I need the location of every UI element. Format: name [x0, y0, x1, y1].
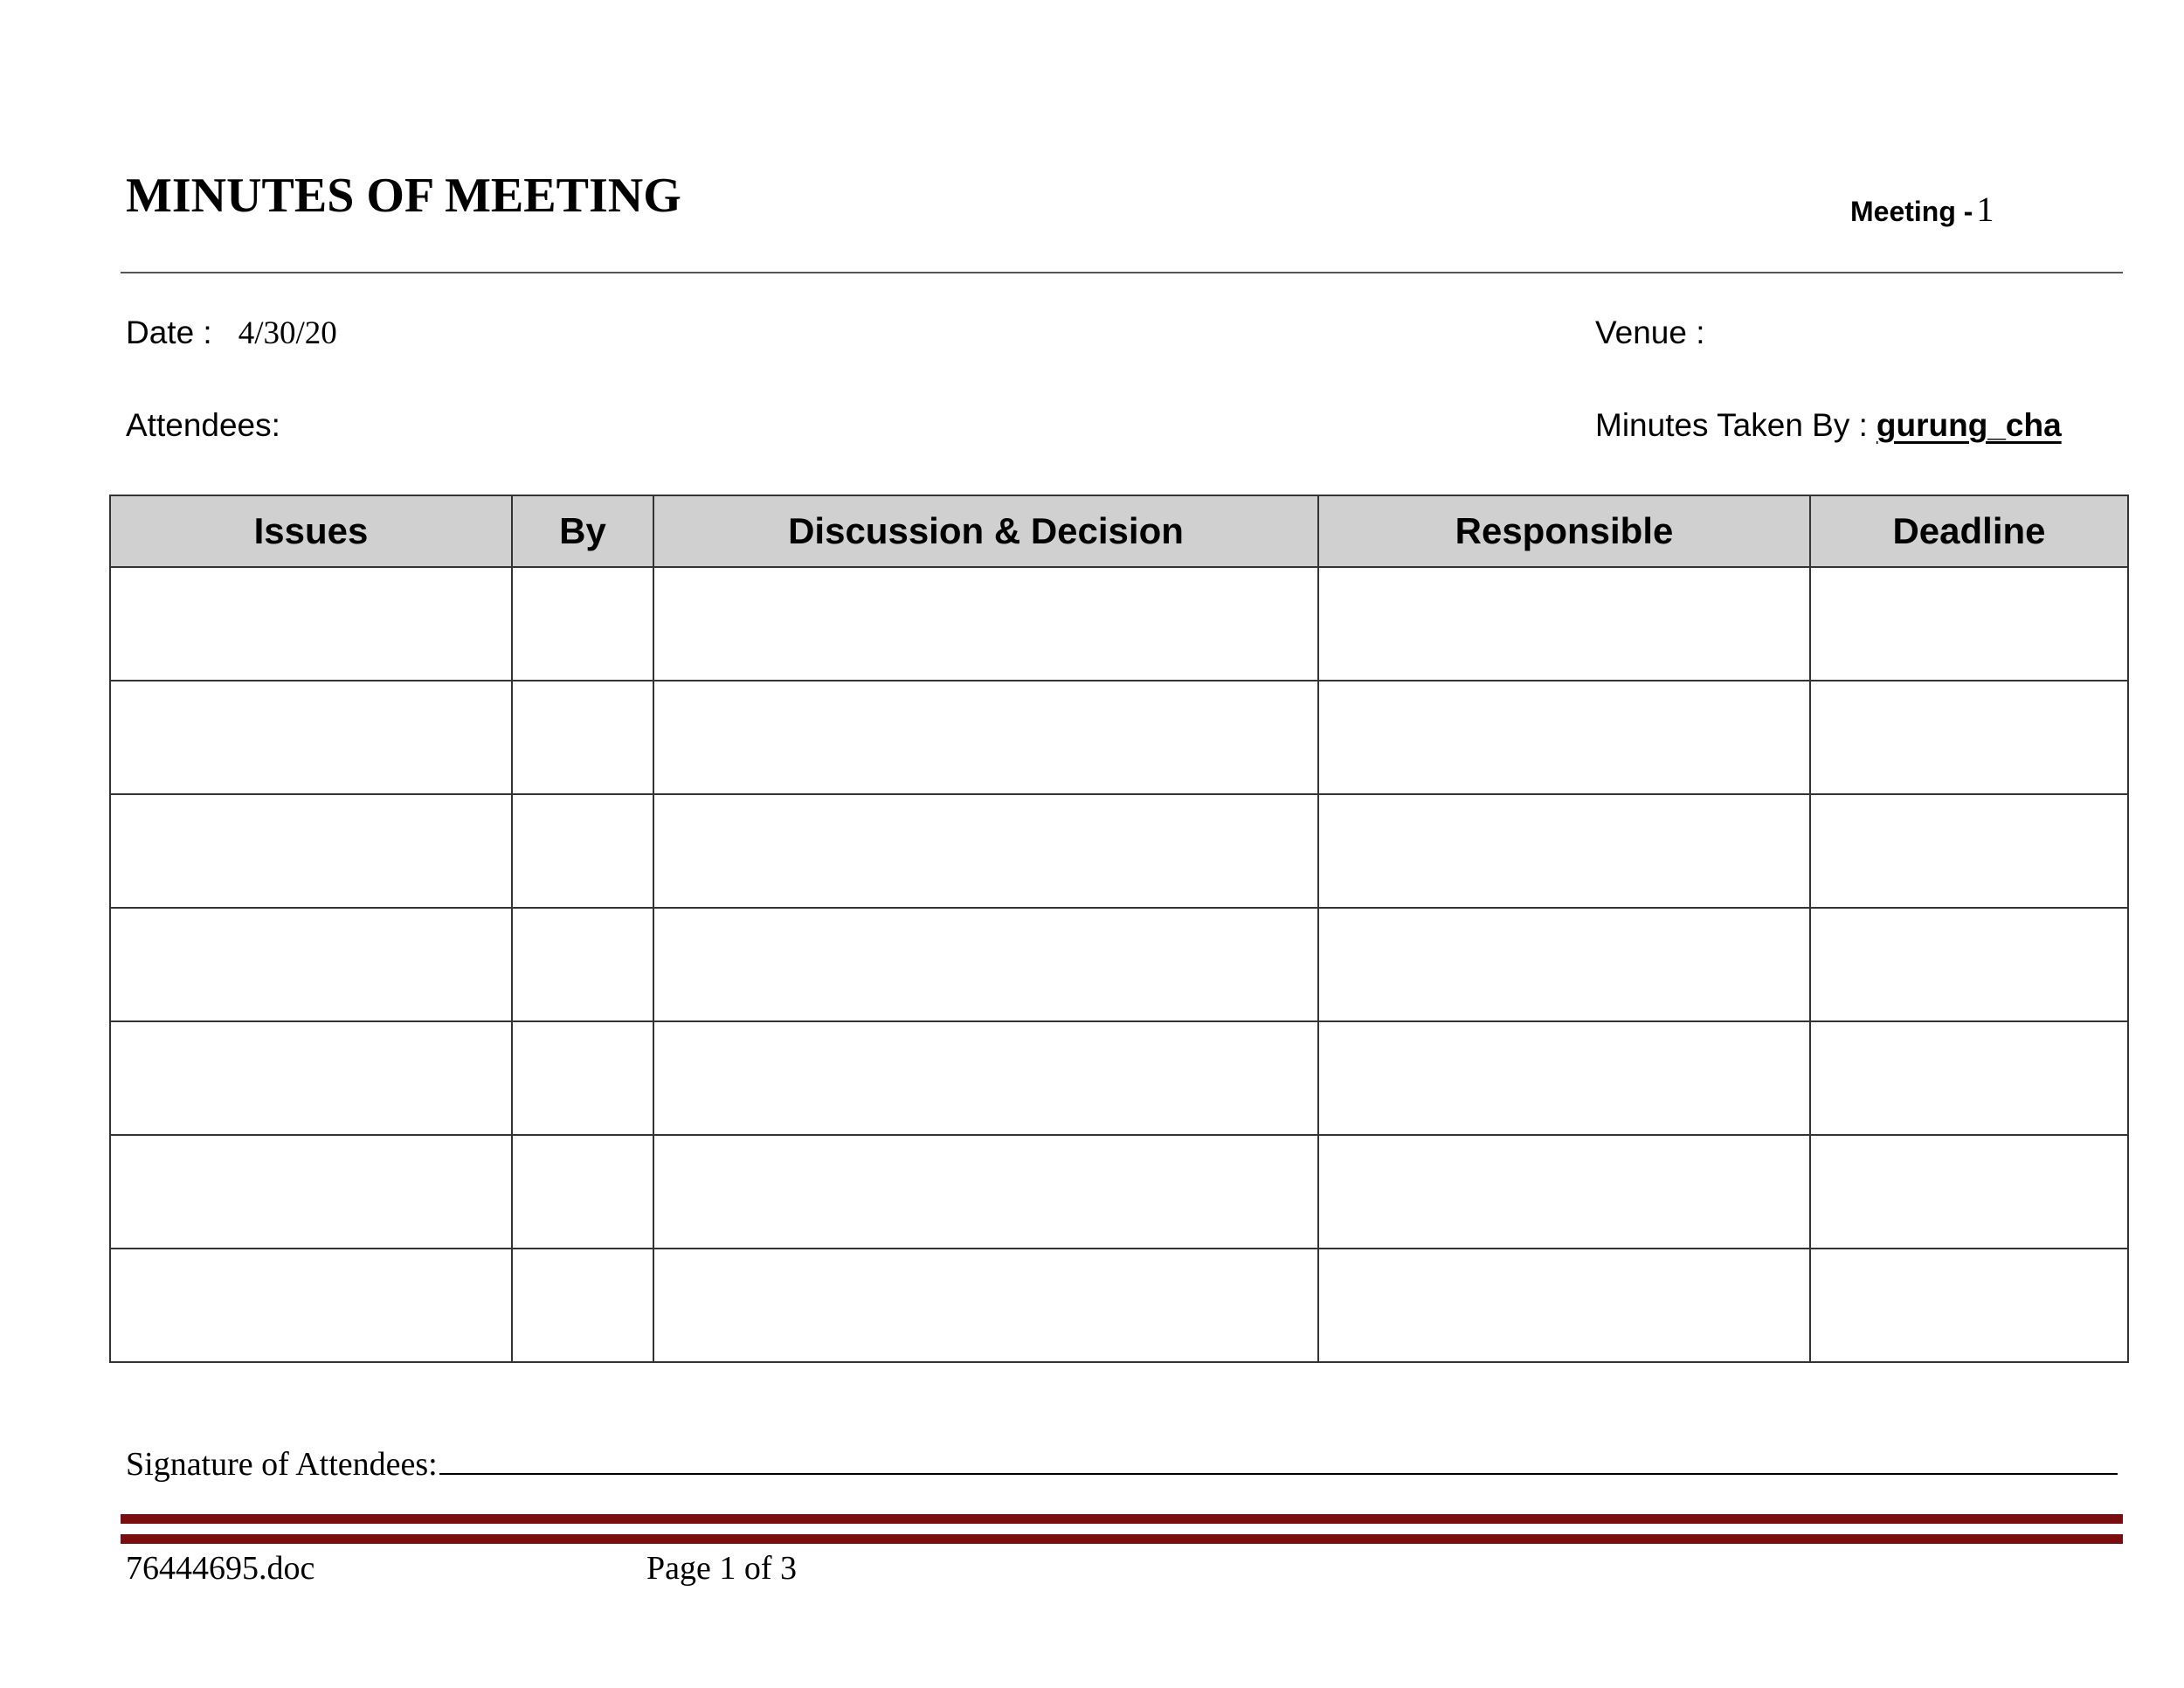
table-cell-discussion-decision[interactable]	[653, 1249, 1318, 1362]
date-value: 4/30/20	[238, 315, 337, 351]
table-cell-deadline[interactable]	[1810, 794, 2128, 908]
meeting-label: Meeting -	[1850, 196, 1973, 227]
table-cell-by[interactable]	[512, 794, 653, 908]
table-cell-deadline[interactable]	[1810, 908, 2128, 1021]
table-cell-deadline[interactable]	[1810, 1249, 2128, 1362]
table-header-row	[110, 495, 2128, 567]
table-cell-issues[interactable]	[110, 794, 512, 908]
column-header-by: By	[512, 495, 653, 567]
minutes-taken-by-label: Minutes Taken By :	[1595, 407, 1868, 443]
signature-section	[126, 1442, 2118, 1481]
column-header-issues: Issues	[110, 495, 512, 567]
document-title: MINUTES OF MEETING	[126, 169, 681, 223]
table-cell-responsible[interactable]	[1318, 567, 1810, 681]
minutes-table	[109, 495, 2129, 1363]
table-cell-by[interactable]	[512, 567, 653, 681]
header-divider	[121, 272, 2123, 273]
table-row	[110, 908, 2128, 1021]
table-cell-by[interactable]	[512, 908, 653, 1021]
table-cell-deadline[interactable]	[1810, 567, 2128, 681]
table-row	[110, 1249, 2128, 1362]
signature-line[interactable]	[439, 1442, 2118, 1475]
table-cell-by[interactable]	[512, 1135, 653, 1249]
table-row	[110, 1021, 2128, 1135]
column-header-discussion-decision: Discussion & Decision	[653, 495, 1318, 567]
signature-label: Signature of Attendees:	[126, 1446, 438, 1483]
table-cell-responsible[interactable]	[1318, 908, 1810, 1021]
meeting-number	[1850, 192, 1994, 227]
table-cell-deadline[interactable]	[1810, 1135, 2128, 1249]
footer-bar-top	[121, 1514, 2123, 1524]
table-cell-deadline[interactable]	[1810, 681, 2128, 794]
table-cell-discussion-decision[interactable]	[653, 794, 1318, 908]
table-cell-by[interactable]	[512, 1021, 653, 1135]
table-cell-responsible[interactable]	[1318, 1021, 1810, 1135]
date-field	[126, 316, 337, 349]
table-cell-issues[interactable]	[110, 567, 512, 681]
date-label: Date :	[126, 315, 212, 350]
footer-bar-bottom	[121, 1534, 2123, 1544]
footer-page-number: Page 1 of 3	[646, 1550, 798, 1587]
table-row	[110, 681, 2128, 794]
table-cell-by[interactable]	[512, 1249, 653, 1362]
table-cell-discussion-decision[interactable]	[653, 908, 1318, 1021]
footer-file-name: 76444695.doc	[126, 1550, 315, 1587]
minutes-taken-by-value: gurung_cha	[1876, 407, 2062, 443]
table-cell-responsible[interactable]	[1318, 794, 1810, 908]
column-header-deadline: Deadline	[1810, 495, 2128, 567]
table-cell-discussion-decision[interactable]	[653, 1021, 1318, 1135]
table-cell-issues[interactable]	[110, 1249, 512, 1362]
table-row	[110, 794, 2128, 908]
table-cell-responsible[interactable]	[1318, 1249, 1810, 1362]
table-cell-responsible[interactable]	[1318, 1135, 1810, 1249]
column-header-responsible: Responsible	[1318, 495, 1810, 567]
venue-field	[1595, 316, 1705, 349]
table-cell-by[interactable]	[512, 681, 653, 794]
table-cell-discussion-decision[interactable]	[653, 567, 1318, 681]
table-cell-deadline[interactable]	[1810, 1021, 2128, 1135]
table-cell-issues[interactable]	[110, 681, 512, 794]
table-cell-issues[interactable]	[110, 1021, 512, 1135]
table-cell-issues[interactable]	[110, 1135, 512, 1249]
venue-label: Venue :	[1595, 315, 1705, 350]
minutes-taken-by-field	[1595, 409, 2062, 441]
table-cell-discussion-decision[interactable]	[653, 1135, 1318, 1249]
attendees-label: Attendees:	[126, 407, 280, 443]
table-cell-responsible[interactable]	[1318, 681, 1810, 794]
table-row	[110, 1135, 2128, 1249]
table-row	[110, 567, 2128, 681]
table-cell-discussion-decision[interactable]	[653, 681, 1318, 794]
attendees-field	[126, 409, 280, 441]
table-cell-issues[interactable]	[110, 908, 512, 1021]
meeting-number-value: 1	[1976, 190, 1994, 229]
